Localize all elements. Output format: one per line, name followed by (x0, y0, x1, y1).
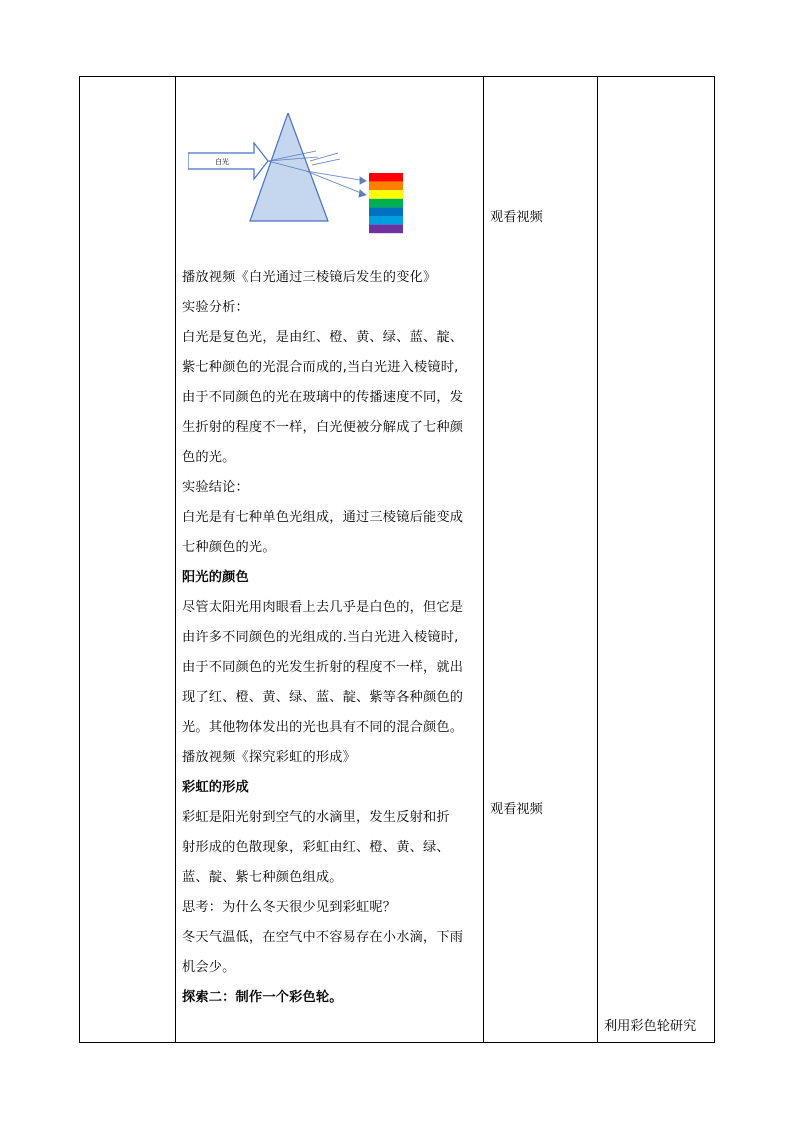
text-line: 现了红、橙、黄、绿、蓝、靛、紫等各种颜色的 (182, 690, 464, 705)
text-line: 思考：为什么冬天很少见到彩虹呢？ (182, 900, 397, 915)
text-line: 色的光。 (182, 450, 236, 465)
spectrum-band (369, 225, 403, 234)
text-line: 由于不同颜色的光在玻璃中的传播速度不同，发 (182, 390, 464, 405)
text-line: 由许多不同颜色的光组成的.当白光进入棱镜时, (182, 630, 459, 645)
student-activity-cell (484, 77, 597, 1042)
design-note: 利用彩色轮研究 (604, 1019, 697, 1034)
text-line: 生折射的程度不一样，白光便被分解成了七种颜 (182, 420, 464, 435)
arrow-label: 白光 (215, 158, 229, 166)
design-intent-cell (598, 77, 715, 1042)
spectrum-band (369, 216, 403, 225)
white-light-arrow (188, 143, 268, 179)
text-line: 冬天气温低，在空气中不容易存在小水滴，下雨 (182, 930, 464, 945)
text-line: 彩虹是阳光射到空气的水滴里，发生反射和折 (182, 810, 450, 825)
text-line: 紫七种颜色的光混合而成的,当白光进入棱镜时, (182, 360, 459, 375)
text-line: 蓝、靛、紫七种颜色组成。 (182, 870, 343, 885)
text-line: 光。其他物体发出的光也具有不同的混合颜色。 (182, 720, 464, 735)
text-line: 射形成的色散现象，彩虹由红、橙、黄、绿、 (182, 840, 450, 855)
text-line: 实验分析： (182, 300, 249, 315)
text-line: 尽管太阳光用肉眼看上去几乎是白色的，但它是 (182, 600, 464, 615)
lesson-table (79, 76, 715, 1043)
text-line: 播放视频《探究彩虹的形成》 (182, 750, 357, 765)
text-line: 实验结论： (182, 480, 249, 495)
lesson-text (182, 263, 482, 1013)
text-line: 由于不同颜色的光发生折射的程度不一样，就出 (182, 660, 464, 675)
prism-diagram (188, 113, 438, 273)
spectrum-band (369, 199, 403, 208)
activity-note-1: 观看视频 (490, 210, 543, 225)
section-heading: 阳光的颜色 (182, 570, 249, 585)
text-line: 七种颜色的光。 (182, 540, 276, 555)
text-line: 白光是有七种单色光组成，通过三棱镜后能变成 (182, 510, 464, 525)
text-line: 白光是复色光，是由红、橙、黄、绿、蓝、靛、 (182, 330, 464, 345)
text-line: 机会少。 (182, 960, 236, 975)
first-column-cell (80, 77, 175, 1042)
section-heading: 探索二：制作一个彩色轮。 (182, 990, 343, 1005)
spectrum-band (369, 173, 403, 182)
spectrum-band (369, 190, 403, 199)
section-heading: 彩虹的形成 (182, 780, 249, 795)
text-line: 播放视频《白光通过三棱镜后发生的变化》 (182, 270, 437, 285)
spectrum-band (369, 207, 403, 216)
activity-note-2: 观看视频 (490, 802, 543, 817)
color-spectrum (369, 173, 403, 233)
teaching-content-cell (176, 77, 483, 1042)
spectrum-band (369, 182, 403, 191)
